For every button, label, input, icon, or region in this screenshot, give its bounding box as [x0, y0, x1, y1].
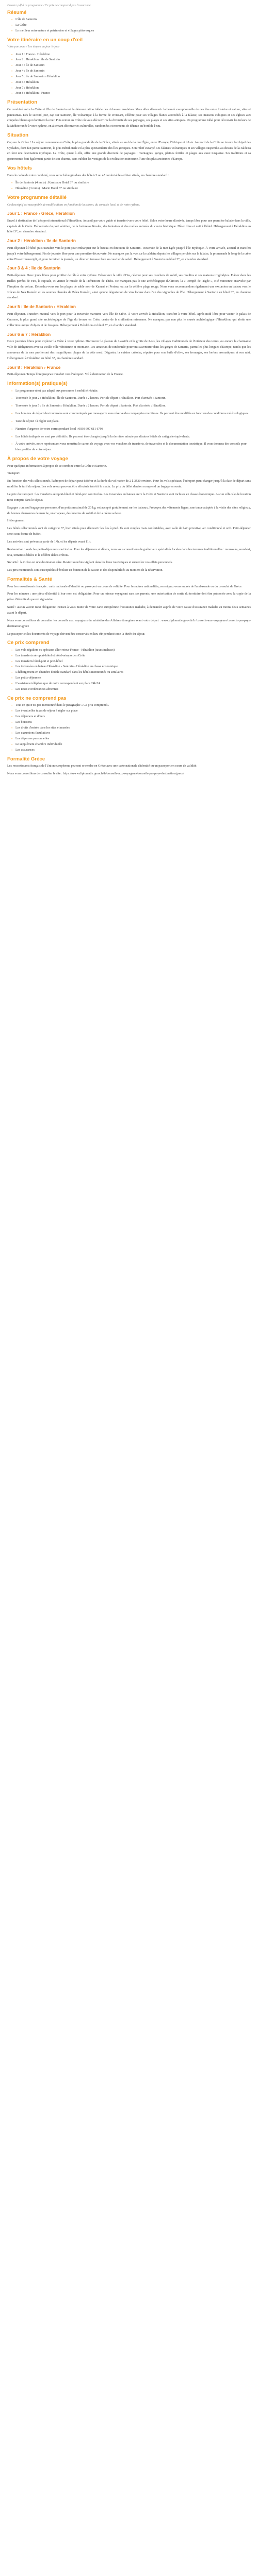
bullet-icon: •: [11, 427, 13, 431]
list-item: [12, 653, 251, 659]
list-item-text: L'assistance téléphonique de notre correspondant sur place 24h/24: [15, 681, 100, 685]
apropos-paragraphs: [7, 464, 251, 574]
list-item-text: Île de Santorin (4 nuits) : Kamissou Hotel 3* ou similaire: [15, 181, 89, 185]
list-item: [12, 659, 251, 665]
list-item: [12, 86, 251, 91]
list-item: [12, 687, 251, 692]
list-item-text: Les droits d'entrée dans les sites et musées: [15, 725, 70, 730]
paragraph: Nous vous conseillons de consulter les conseils aux voyageurs du ministère des Affaires étrangères avant votre départ : www.diplomatie.gouv.fr/fr/conseils-aux-voyageurs/conseils-par-pays-destination/grece: [7, 618, 251, 628]
list-item: [12, 17, 251, 23]
paragraph: Bagages : un seul bagage par personne, d'un poids maximal de 20 kg, est accepté gratuitement sur les bateaux. Prévoyez des vêtements légers, une tenue adaptée à la visite des sites religieux, de bonnes chaussures de marche, un chapeau, des lunettes de soleil et de la crème solaire.: [7, 505, 251, 515]
list-item-text: Jour 5 : île de Santorin › Héraklion: [15, 74, 60, 78]
list-item: [12, 714, 251, 720]
bullet-icon: •: [11, 676, 13, 681]
bullet-icon: •: [11, 435, 13, 439]
bullet-icon: •: [11, 412, 13, 416]
section-title-resume: Résumé: [7, 9, 27, 15]
list-item-text: Les transferts aéroport-hôtel et hôtel-aéroport en Crète: [15, 653, 86, 657]
bullet-icon: •: [11, 419, 13, 423]
resume-list: [7, 17, 251, 34]
list-item-text: Jour 3 : île de Santorin: [15, 63, 45, 67]
list-item: [12, 23, 251, 28]
list-item: [12, 736, 251, 742]
day-text: Petit-déjeuner. Deux jours libres pour profiter de l'île à votre rythme. Découvrez la ville d'Oia, célèbre pour ses couchers de soleil, ses moulins et ses maisons troglodytes. Flânez dans les ruelles pavées de Fira, la capitale, et visitez le musée de la Préhistoire de Théra. Ne manquez pas le site archéologique d'Akrotiri, la « Pompéi de l'Égée », cité minoenne ensevelie par l'éruption du volcan. Détendez-vous sur les plages de sable noir de Kamari et Perissa, ou sur la célèbre plage rouge. Nous vous recommandons également une excursion en bateau vers le volcan de Néa Kaméni et les sources chaudes de Palea Kaméni, ainsi qu'une dégustation de vins locaux dans l'un des vignobles de l'île. Hébergement à Santorin en hôtel 3*, en chambre standard.: [7, 274, 251, 300]
list-item: [12, 748, 251, 753]
list-item: [12, 69, 251, 74]
list-item: [12, 703, 251, 708]
day-title: Jour 3 & 4 : île de Santorin: [7, 266, 61, 271]
bullet-icon: •: [11, 80, 13, 84]
bullet-icon: •: [11, 92, 13, 96]
section-title-apropos: À propos de votre voyage: [7, 456, 68, 462]
formalites-paragraphs: [7, 584, 251, 637]
list-item-text: Jour 6 : Héraklion: [15, 80, 39, 84]
day-text: Envol à destination de l'aéroport international d'Héraklion. Accueil par votre guide et transfert vers votre hôtel. Selon votre heure d'arrivée, temps libre pour une première balade dans la ville, capitale de la Crète. Découverte du port vénitien, de la forteresse Koules, des fontaines et des ruelles animées du centre historique. Dîner libre et nuit à l'hôtel. Hébergement à Héraklion en hôtel 3*, en chambre standard.: [7, 218, 251, 234]
bullet-icon: •: [11, 53, 13, 57]
list-item: [12, 742, 251, 748]
list-item: [12, 648, 251, 653]
list-item-text: Le programme n'est pas adapté aux personnes à mobilité réduite.: [15, 388, 99, 393]
info-list: [7, 388, 251, 453]
list-item: [12, 186, 251, 192]
list-item-text: Les déjeuners et dîners: [15, 714, 45, 718]
paragraph: Les ressortissants français de l'Union européenne peuvent se rendre en Grèce avec une carte nationale d'identité ou un passeport en cours de validité.: [7, 764, 198, 768]
bullet-icon: •: [11, 397, 13, 401]
list-item: [12, 725, 251, 731]
bullet-icon: •: [11, 23, 13, 27]
paragraph: Pour les ressortissants français : carte nationale d'identité ou passeport en cours de validité. Pour les autres nationalités, renseignez-vous auprès de l'ambassade ou du consulat de Grèce.: [7, 584, 243, 588]
list-item-text: Les hôtels indiqués ne sont pas définitifs. Ils peuvent être changés jusqu'à la dernière minute par d'autres hôtels de catégorie équivalente.: [15, 434, 190, 438]
itineraire-list: [7, 52, 251, 97]
section-title-formalite-grece: Formalité Grèce: [7, 756, 45, 762]
bullet-icon: •: [11, 687, 13, 691]
bullet-icon: •: [11, 29, 13, 33]
list-item-text: L'île de Santorin: [15, 18, 37, 21]
day-text: Petit-déjeuner à l'hôtel puis transfert vers le port pour embarquer sur le bateau en direction de Santorin. Traversée de la mer Égée jusqu'à l'île mythique. À votre arrivée, accueil et transfert jusqu'à votre hébergement. Fin de journée libre pour une première découverte. Ne manquez pas la vue sur la caldeira depuis les villages perchés sur la falaise, la promenade le long de la crête entre Fira et Imerovigli, et, pour terminer la journée, un dîner en terrasse face au coucher de soleil. Hébergement à Santorin en hôtel 3*, en chambre standard.: [7, 246, 251, 261]
section-title-prix-ne-comprend: Ce prix ne comprend pas: [7, 695, 67, 701]
bullet-icon: •: [11, 443, 13, 447]
list-item: [12, 52, 251, 58]
list-item: [12, 74, 251, 80]
day-text: Petit-déjeuner. Transfert matinal vers le port pour la traversée maritime vers l'île de Crète. À votre arrivée à Héraklion, transfert à votre hôtel. Après-midi libre pour visiter le palais de Cnossos, le plus grand site archéologique de l'âge du bronze en Crète, centre de la civilisation minoenne. Ne manquez pas non plus le musée archéologique d'Héraklion, qui abrite une collection unique d'objets et de fresques. Hébergement à Héraklion en hôtel 3*, en chambre standard.: [7, 312, 251, 327]
bullet-icon: •: [11, 748, 13, 752]
list-item: [12, 63, 251, 69]
situation-text: Cap sur la Grèce ! Le séjour commence en Crète, la plus grande île de la Grèce, située au sud de la mer Égée, entre l'Europe, l'Afrique et l'Asie. Au nord de la Crète se trouve l'archipel des Cyclades, dont fait partie Santorin, la plus méridionale et la plus spectaculaire des îles grecques. Son relief escarpé, ses falaises volcaniques et ses villages suspendus au-dessus de la caldeira en font une destination mythique. La Crète, quant à elle, offre une grande diversité de paysages : montagnes, gorges, plaines fertiles et plages aux eaux turquoise. Ses traditions et sa gastronomie font également partie de son charme, sans oublier les vestiges de la civilisation minoenne, l'une des plus anciennes d'Europe.: [7, 140, 251, 161]
list-item: [12, 675, 251, 681]
list-item-text: L'hébergement en chambre double standard dans les hôtels mentionnés ou similaires: [15, 670, 123, 674]
day-text: Petit-déjeuner. Temps libre jusqu'au transfert vers l'aéroport. Vol à destination de la France.: [7, 372, 124, 377]
bullet-icon: •: [11, 732, 13, 736]
bullet-icon: •: [11, 181, 13, 185]
list-item: [12, 28, 251, 34]
section-title-formalites: Formalités & Santé: [7, 577, 52, 583]
hotels-text: Dans le cadre de votre combiné, vous serez hébergés dans des hôtels 3 ou 4* confortables et bien situés, en chambre standard :: [7, 173, 169, 177]
list-item: [12, 57, 251, 63]
bullet-icon: •: [11, 75, 13, 79]
bullet-icon: •: [11, 404, 13, 409]
bullet-icon: •: [11, 671, 13, 675]
bullet-icon: •: [11, 64, 13, 68]
intro-note: Dossier pdf à ce programme / Ce prix ce comprend pas l'assurance: [7, 4, 91, 7]
programme-subtitle: Ce descriptif est susceptible de modifications en fonction de la saison, du contexte local et de votre rythme.: [7, 203, 140, 207]
day-text: Deux journées libres pour explorer la Crète à votre rythme. Découvrez le plateau du Lassithi et la grotte de Zeus, les villages traditionnels de l'intérieur des terres, ou encore la charmante ville de Réthymnon avec sa vieille ville vénitienne et ottomane. Les amateurs de randonnée pourront s'aventurer dans les gorges de Samaria, parmi les plus longues d'Europe, tandis que les amoureux de la mer profiteront des magnifiques plages de la côte nord. Dégustez la cuisine crétoise, réputée pour son huile d'olive, ses fromages, ses herbes aromatiques et son raki. Hébergement à Héraklion en hôtel 3*, en chambre standard.: [7, 340, 251, 360]
list-item-text: Les transferts hôtel-port et port-hôtel: [15, 659, 63, 663]
programme-days: [7, 211, 251, 378]
list-item: [12, 442, 251, 453]
list-item: [12, 720, 251, 725]
list-item: [12, 396, 251, 401]
document-page: [0, 0, 258, 784]
list-item: [12, 180, 251, 186]
day-title: Jour 5 : île de Santorin › Héraklion: [7, 304, 76, 310]
section-title-situation: Situation: [7, 132, 29, 139]
list-item-text: Traversée le jour 5 : île de Santorin › Héraklion. Durée : 2 heures. Port de départ : Santorin. Port d'arrivée : Héraklion.: [15, 404, 166, 408]
list-item: [12, 80, 251, 86]
section-title-programme: Votre programme détaillé: [7, 195, 67, 201]
list-item: [12, 664, 251, 670]
paragraph: Les hôtels sélectionnés sont de catégorie 3*, bien situés pour découvrir les îles à pied. Ils sont simples mais confortables, avec salle de bain privative, air conditionné et wifi. Petit-déjeuner servi sous forme de buffet.: [7, 527, 251, 536]
paragraph: Santé : aucun vaccin n'est obligatoire. Pensez à vous munir de votre carte européenne d'assurance maladie, à demander auprès de votre caisse d'assurance maladie au moins deux semaines avant le départ.: [7, 605, 251, 615]
paragraph: Hébergement: [7, 519, 25, 523]
paragraph: Pour les mineurs : une pièce d'identité à leur nom est obligatoire. Pour un mineur voyageant sans ses parents, une autorisation de sortie du territoire doit être présentée avec la copie de la pièce d'identité du parent signataire.: [7, 592, 251, 602]
bullet-icon: •: [11, 743, 13, 747]
list-item-text: Jour 4 : île de Santorin: [15, 69, 45, 73]
day-title: Jour 2 : Héraklion › île de Santorin: [7, 239, 76, 244]
bullet-icon: •: [11, 70, 13, 74]
prix-comprend-list: [7, 648, 251, 692]
bullet-icon: •: [11, 715, 13, 719]
bullet-icon: •: [11, 709, 13, 713]
list-item-text: Jour 7 : Héraklion: [15, 86, 39, 90]
list-item: [12, 670, 251, 675]
list-item: [12, 91, 251, 96]
day-title: Jour 8 : Héraklion › France: [7, 365, 61, 370]
list-item-text: Héraklion (3 nuits) : Marin Hotel 3* ou similaire: [15, 187, 78, 191]
list-item-text: La Crète: [15, 23, 27, 27]
bullet-icon: •: [11, 648, 13, 652]
list-item-text: Les taxes et redevances aériennes: [15, 687, 59, 691]
section-title-hotels: Vos hôtels: [7, 165, 32, 172]
bullet-icon: •: [11, 58, 13, 62]
section-title-prix-comprend: Ce prix comprend: [7, 640, 50, 646]
list-item-text: Le meilleur entre nature et patrimoine et villages pittoresques: [15, 28, 94, 32]
paragraph: En fonction des vols sélectionnés, l'aéroport de départ peut différer et la durée du vol varier de 2 à 3h30 environ. Pour les vols spéciaux, l'aéroport peut changer jusqu'à la date de départ sans modifier le tarif du séjour. Les vols retour peuvent être effectués très tôt le matin. Le prix du billet d'avion comprend un bagage en soute.: [7, 479, 251, 489]
bullet-icon: •: [11, 726, 13, 730]
paragraph: Sécurité : la Grèce est une destination sûre. Restez toutefois vigilant dans les lieux touristiques et surveillez vos effets personnels.: [7, 561, 173, 565]
list-item: [12, 411, 251, 417]
paragraph: Transport: [7, 471, 20, 476]
paragraph: Restauration : seuls les petits-déjeuners sont inclus. Pour les déjeuners et dîners, nous vous conseillons de goûter aux spécialités locales dans les tavernes traditionnelles : moussaka, souvlaki, feta, tomates séchées et le célèbre dakos crétois.: [7, 547, 251, 557]
paragraph: Nous vous conseillons de consulter le site : https://www.diplomatie.gouv.fr/fr/conseils-aux-voyageurs/conseils-par-pays-destination/grece/: [7, 772, 184, 776]
list-item-text: Taxe de séjour : à régler sur place.: [15, 419, 59, 423]
bullet-icon: •: [11, 659, 13, 664]
bullet-icon: •: [11, 720, 13, 724]
paragraph: Le prix du transport : les transferts aéroport-hôtel et hôtel-port sont inclus. Les traversées en bateau entre la Crète et Santorin sont incluses en classe économique. Aucun véhicule de location n'est compris dans le séjour.: [7, 493, 251, 502]
list-item-text: Les dépenses personnelles: [15, 737, 50, 741]
bullet-icon: •: [11, 704, 13, 708]
bullet-icon: •: [11, 654, 13, 658]
day-title: Jour 1 : France › Grèce, Héraklion: [7, 211, 75, 216]
list-item-text: Les vols réguliers ou spéciaux aller-retour France - Héraklion (taxes incluses): [15, 648, 115, 652]
list-item-text: Les éventuelles taxes de séjour à régler sur place: [15, 708, 78, 713]
list-item: [12, 731, 251, 736]
day-title: Jour 6 & 7 : Héraklion: [7, 332, 51, 337]
bullet-icon: •: [11, 389, 13, 393]
list-item: [12, 681, 251, 687]
list-item: [12, 434, 251, 440]
list-item-text: Jour 2 : Héraklion › île de Santorin: [15, 58, 60, 62]
list-item: [12, 388, 251, 394]
bullet-icon: •: [11, 682, 13, 686]
list-item-text: Tout ce qui n'est pas mentionné dans le paragraphe « Ce prix comprend »: [15, 703, 109, 707]
itineraire-subtitle: Votre parcours / Les étapes au jour le jour: [7, 45, 60, 49]
list-item-text: Les traversées en bateau Héraklion - Santorin - Héraklion en classe économique: [15, 665, 118, 669]
paragraph: Le passeport et les documents de voyage doivent être conservés en lieu sûr pendant toute la durée du séjour.: [7, 632, 146, 636]
bullet-icon: •: [11, 187, 13, 191]
list-item-text: Jour 8 : Héraklion › France: [15, 91, 50, 95]
list-item-text: Traversée le jour 2 : Héraklion › île de Santorin. Durée : 2 heures. Port de départ : Héraklion. Port d'arrivée : Santorin.: [15, 396, 166, 400]
list-item-text: Les assurances: [15, 748, 35, 752]
bullet-icon: •: [11, 737, 13, 741]
section-title-presentation: Présentation: [7, 99, 38, 106]
list-item: [12, 403, 251, 409]
list-item: [12, 419, 251, 425]
list-item-text: Les horaires de départ des traversées sont communiqués par messagerie sous réserve des compagnies maritimes. Ils peuvent être modifiés en fonction des conditions météorologiques.: [15, 412, 249, 416]
list-item-text: Les excursions facultatives: [15, 731, 51, 735]
list-item-text: Numéro d'urgence de votre correspondant local : 0030 697 611 6798: [15, 427, 103, 431]
paragraph: Les prix mentionnés sont susceptibles d'évoluer en fonction de la saison et des disponibilités au moment de la réservation.: [7, 568, 164, 572]
list-item: [12, 708, 251, 714]
bullet-icon: •: [11, 18, 13, 22]
paragraph: Les arrivées sont prévues à partir de 14h, et les départs avant 11h.: [7, 539, 91, 544]
formalite-grece-paragraphs: [7, 764, 251, 777]
section-title-itineraire: Votre itinéraire en un coup d'œil: [7, 37, 83, 43]
prix-ne-comprend-list: [7, 703, 251, 753]
bullet-icon: •: [11, 86, 13, 90]
bullet-icon: •: [11, 665, 13, 669]
list-item-text: À votre arrivée, notre représentant vous remettra le carnet de voyage avec vos vouchers de transferts, de traversées et la documentation touristique. Il vous donnera des conseils pour bien profiter de votre séjour.: [15, 442, 247, 452]
list-item-text: Les boissons: [15, 720, 32, 724]
presentation-text: Ce combiné entre la Crète et l'île de Santorin est la démonstration idéale des richesses insulaires. Vous allez découvrir la beauté exceptionnelle de ces îles entre histoire et nature, sites et panoramas. Dès le second jour, cap sur Santorin, île volcanique à la forme de croissant, célèbre pour ses villages blancs accrochés à la falaise, ses maisons cubiques et ses églises aux coupoles bleues qui dominent la mer. Puis retour en Crète où vous découvrirez la diversité de ses paysages, ses plages et ses sites antiques. Un programme idéal pour découvrir les trésors de la Méditerranée à votre rythme, en alternant découvertes culturelles, randonnées et moments de détente au bord de l'eau.: [7, 107, 251, 128]
paragraph: Pour quelques informations à propos de ce combiné entre la Crète et Santorin.: [7, 464, 107, 468]
section-title-info: Information(s) pratique(s): [7, 381, 68, 387]
hotels-list: [7, 180, 251, 192]
list-item-text: Jour 1 : France › Héraklion: [15, 52, 50, 56]
list-item-text: Le supplément chambre individuelle: [15, 742, 62, 747]
list-item: [12, 427, 251, 432]
list-item-text: Les petits-déjeuners: [15, 676, 41, 680]
